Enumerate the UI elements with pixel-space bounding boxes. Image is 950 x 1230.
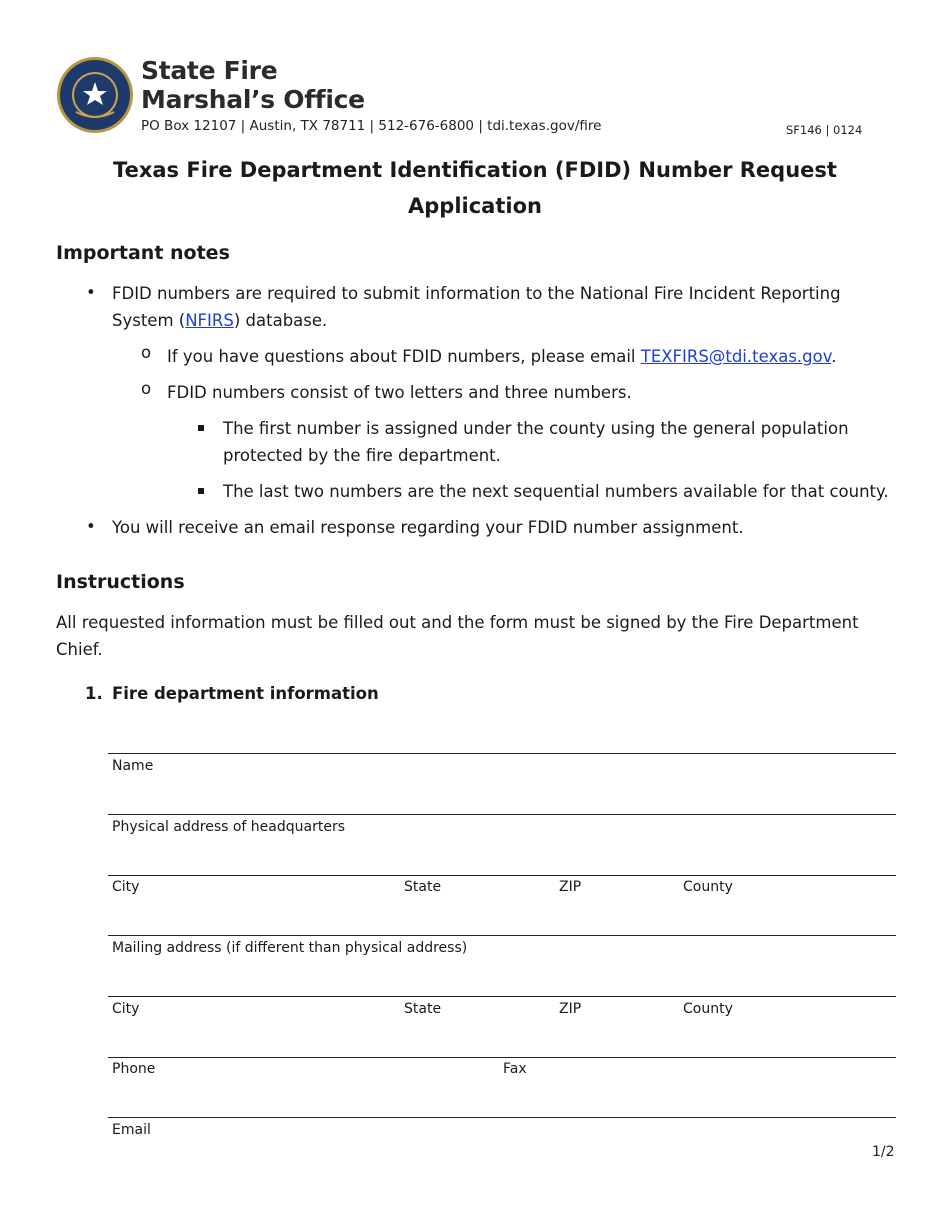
document-title: [60, 152, 890, 224]
organization-name-line2: Marshal’s Office: [141, 85, 365, 114]
state-field-label: State: [404, 879, 442, 895]
document-title-line1: Texas Fire Department Identification (FDID) Number Request: [113, 158, 837, 182]
bullet-icon: •: [86, 283, 96, 302]
note-subsub-first-number-line1: The first number is assigned under the county using the general population: [223, 419, 849, 438]
important-notes-heading: Important notes: [56, 242, 230, 264]
mailing-address-field-label: Mailing address (if different than physical address): [112, 940, 468, 956]
fax-field[interactable]: [499, 1058, 896, 1117]
mailing-county-field[interactable]: [679, 997, 896, 1057]
square-bullet-icon: [198, 425, 204, 431]
note-bullet-nfirs-line1: FDID numbers are required to submit information to the National Fire Incident Reporting: [112, 284, 841, 303]
mailing-city-field-label: City: [112, 1001, 140, 1017]
instructions-text-line1: All requested information must be filled out and the form must be signed by the Fire Department: [56, 613, 859, 632]
mailing-city-field[interactable]: [108, 997, 400, 1057]
physical-address-field-label: Physical address of headquarters: [112, 819, 345, 835]
mailing-zip-field-label: ZIP: [559, 1001, 582, 1017]
note-bullet-email-response: You will receive an email response regarding your FDID number assignment.: [112, 518, 744, 537]
organization-name: [141, 56, 365, 114]
state-field[interactable]: [400, 876, 555, 935]
mailing-state-field[interactable]: [400, 997, 555, 1057]
city-field-label: City: [112, 879, 140, 895]
note-subsub-last-numbers: The last two numbers are the next sequential numbers available for that county.: [223, 482, 889, 501]
note-text: ) database.: [233, 311, 328, 330]
instructions-text: [56, 609, 906, 663]
note-sub-questions: [167, 343, 836, 370]
instructions-text-line2: Chief.: [56, 640, 103, 659]
city-field[interactable]: [108, 876, 400, 935]
page-number: 1/2: [872, 1144, 895, 1160]
section-number: 1.: [85, 684, 103, 703]
fax-field-label: Fax: [503, 1061, 527, 1077]
square-bullet-icon: [198, 488, 204, 494]
email-field-label: Email: [112, 1122, 151, 1138]
county-field[interactable]: [679, 876, 896, 935]
texfirs-email-link[interactable]: TEXFIRS@tdi.texas.gov: [640, 347, 832, 366]
name-field[interactable]: [108, 754, 896, 814]
note-text: If you have questions about FDID numbers, please email: [167, 347, 641, 366]
name-field-label: Name: [112, 758, 154, 774]
note-bullet-nfirs-line2: [112, 307, 892, 334]
instructions-heading: Instructions: [56, 571, 185, 593]
zip-field-label: ZIP: [559, 879, 582, 895]
state-fire-marshal-seal-icon: [56, 56, 134, 134]
physical-address-field[interactable]: [108, 815, 896, 875]
bullet-icon: •: [86, 517, 96, 536]
mailing-state-field-label: State: [404, 1001, 442, 1017]
form-id: SF146 | 0124: [786, 123, 863, 137]
nfirs-link[interactable]: NFIRS: [185, 311, 234, 330]
mailing-address-field[interactable]: [108, 936, 896, 996]
document-title-line2: Application: [408, 194, 542, 218]
contact-info: PO Box 12107 | Austin, TX 78711 | 512-676-6800 | tdi.texas.gov/fire: [141, 118, 602, 134]
county-field-label: County: [683, 879, 733, 895]
mailing-county-field-label: County: [683, 1001, 733, 1017]
phone-field[interactable]: [108, 1058, 499, 1117]
email-field[interactable]: [108, 1118, 848, 1158]
phone-field-label: Phone: [112, 1061, 156, 1077]
mailing-zip-field[interactable]: [555, 997, 679, 1057]
circle-bullet-icon: o: [141, 379, 152, 398]
note-subsub-first-number: [223, 415, 849, 469]
note-subsub-first-number-line2: protected by the fire department.: [223, 446, 501, 465]
note-text: .: [831, 347, 837, 366]
organization-name-line1: State Fire: [141, 56, 278, 85]
note-text: System (: [112, 311, 186, 330]
note-bullet-nfirs: [112, 280, 892, 334]
note-sub-format: FDID numbers consist of two letters and three numbers.: [167, 383, 632, 402]
section-heading: Fire department information: [112, 684, 379, 703]
zip-field[interactable]: [555, 876, 679, 935]
circle-bullet-icon: o: [141, 343, 152, 362]
